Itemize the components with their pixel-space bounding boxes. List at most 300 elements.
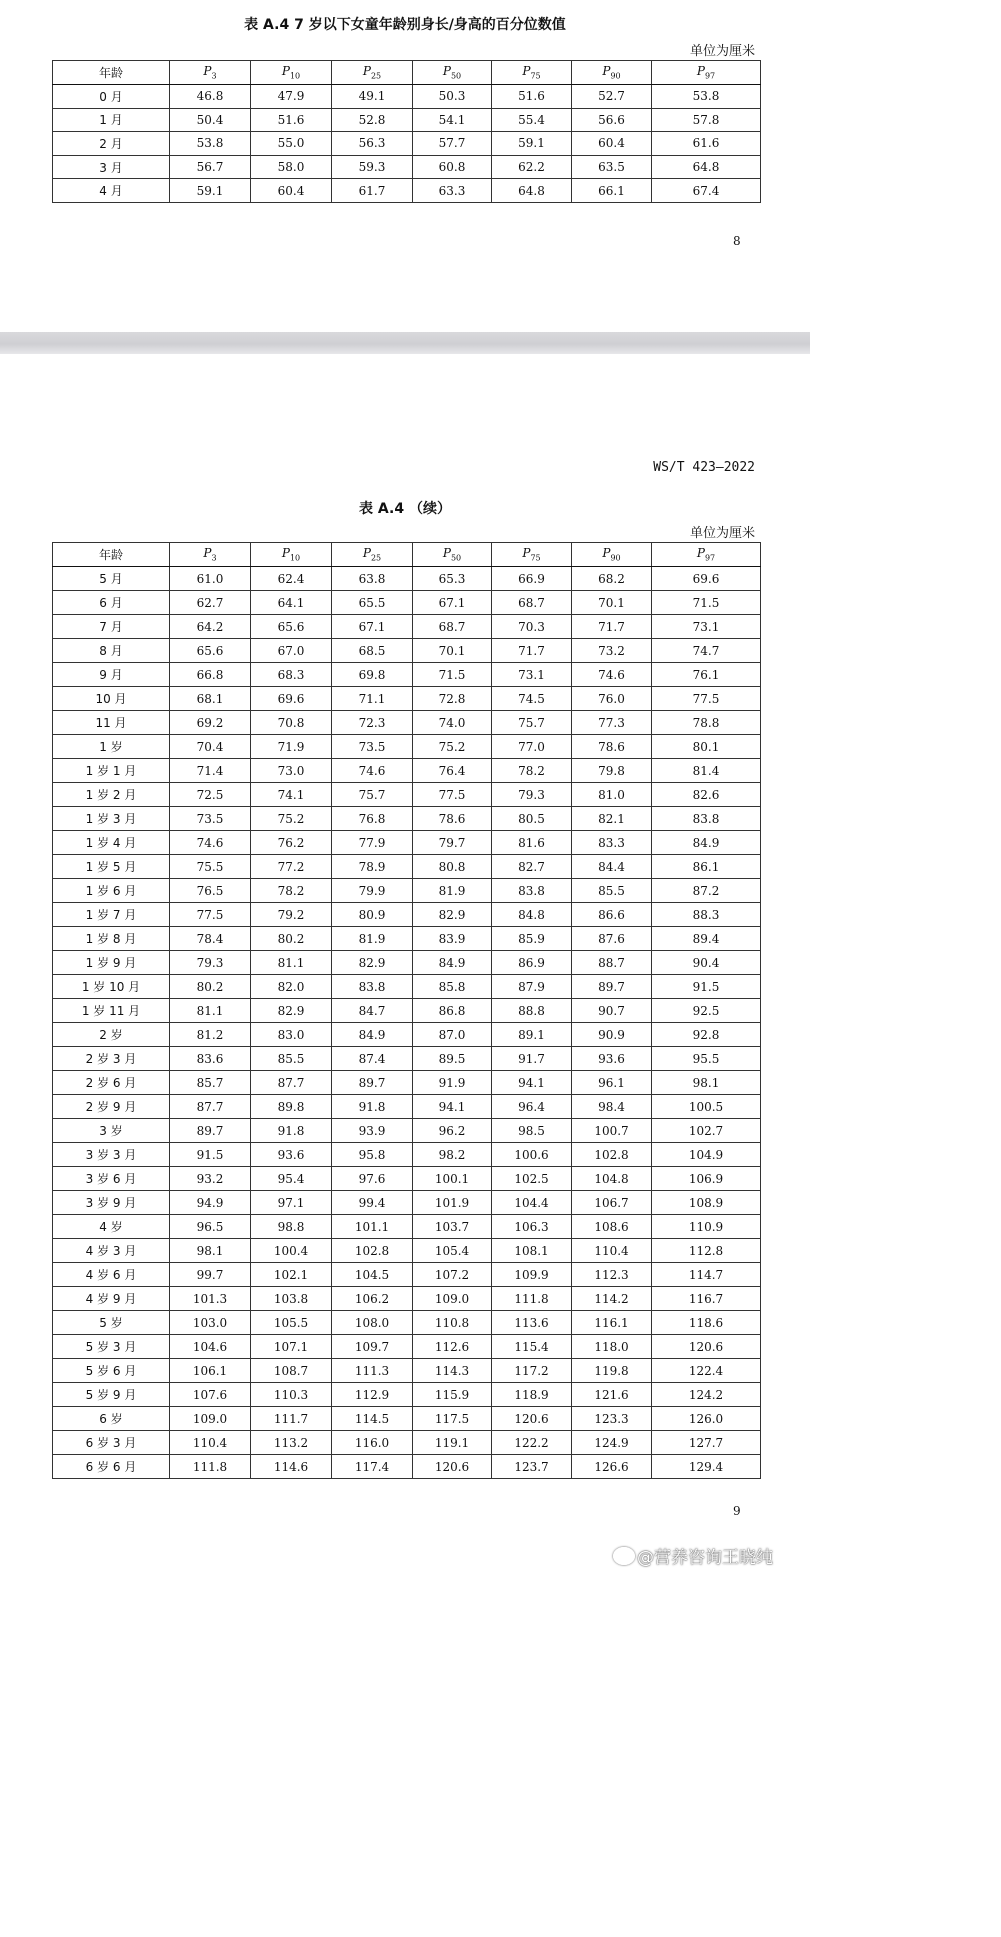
- table-row: [53, 999, 761, 1023]
- value-cell: 91.5: [170, 1143, 251, 1167]
- value-cell: 76.2: [251, 831, 332, 855]
- value-cell: 124.9: [572, 1431, 652, 1455]
- value-cell: 64.8: [652, 155, 761, 179]
- value-cell: 84.9: [413, 951, 492, 975]
- header-percentile: [251, 61, 332, 85]
- value-cell: 76.5: [170, 879, 251, 903]
- table-row: [53, 155, 761, 179]
- value-cell: 81.1: [170, 999, 251, 1023]
- age-cell: 5 岁 6 月: [53, 1359, 170, 1383]
- value-cell: 61.0: [170, 567, 251, 591]
- value-cell: 66.9: [492, 567, 572, 591]
- value-cell: 109.9: [492, 1263, 572, 1287]
- value-cell: 79.3: [492, 783, 572, 807]
- value-cell: 105.4: [413, 1239, 492, 1263]
- value-cell: 113.6: [492, 1311, 572, 1335]
- value-cell: 116.1: [572, 1311, 652, 1335]
- value-cell: 74.6: [332, 759, 413, 783]
- percentile-table-part1: [52, 60, 761, 203]
- page-number: 9: [733, 1504, 741, 1518]
- value-cell: 77.9: [332, 831, 413, 855]
- value-cell: 72.5: [170, 783, 251, 807]
- header-row: [53, 61, 761, 85]
- weibo-logo-icon: [613, 1547, 635, 1565]
- value-cell: 71.7: [572, 615, 652, 639]
- value-cell: 100.5: [652, 1095, 761, 1119]
- value-cell: 65.3: [413, 567, 492, 591]
- value-cell: 106.3: [492, 1215, 572, 1239]
- value-cell: 104.5: [332, 1263, 413, 1287]
- table-row: [53, 1455, 761, 1479]
- value-cell: 123.7: [492, 1455, 572, 1479]
- value-cell: 126.0: [652, 1407, 761, 1431]
- percentile-letter: P: [362, 546, 371, 561]
- value-cell: 91.7: [492, 1047, 572, 1071]
- value-cell: 111.8: [492, 1287, 572, 1311]
- table-row: [53, 663, 761, 687]
- value-cell: 97.1: [251, 1191, 332, 1215]
- page-separator: [0, 332, 810, 354]
- age-cell: 6 岁: [53, 1407, 170, 1431]
- value-cell: 62.7: [170, 591, 251, 615]
- percentile-subscript: 50: [450, 71, 462, 81]
- value-cell: 83.9: [413, 927, 492, 951]
- value-cell: 73.0: [251, 759, 332, 783]
- table-row: [53, 591, 761, 615]
- value-cell: 100.1: [413, 1167, 492, 1191]
- table-row: [53, 1071, 761, 1095]
- table-row: [53, 855, 761, 879]
- value-cell: 77.0: [492, 735, 572, 759]
- value-cell: 57.8: [652, 108, 761, 132]
- table-row: [53, 132, 761, 156]
- value-cell: 100.4: [251, 1239, 332, 1263]
- value-cell: 84.9: [332, 1023, 413, 1047]
- age-cell: 1 岁 6 月: [53, 879, 170, 903]
- value-cell: 55.0: [251, 132, 332, 156]
- age-cell: 11 月: [53, 711, 170, 735]
- table-row: [53, 1167, 761, 1191]
- value-cell: 83.6: [170, 1047, 251, 1071]
- value-cell: 59.3: [332, 155, 413, 179]
- age-cell: 5 月: [53, 567, 170, 591]
- percentile-letter: P: [522, 546, 531, 561]
- value-cell: 115.9: [413, 1383, 492, 1407]
- value-cell: 94.1: [492, 1071, 572, 1095]
- value-cell: 79.7: [413, 831, 492, 855]
- value-cell: 69.8: [332, 663, 413, 687]
- value-cell: 68.5: [332, 639, 413, 663]
- header-percentile: [332, 61, 413, 85]
- value-cell: 119.8: [572, 1359, 652, 1383]
- table-row: [53, 735, 761, 759]
- value-cell: 52.7: [572, 85, 652, 109]
- value-cell: 87.4: [332, 1047, 413, 1071]
- value-cell: 110.9: [652, 1215, 761, 1239]
- value-cell: 91.8: [251, 1119, 332, 1143]
- value-cell: 93.9: [332, 1119, 413, 1143]
- value-cell: 87.0: [413, 1023, 492, 1047]
- value-cell: 120.6: [652, 1335, 761, 1359]
- value-cell: 87.9: [492, 975, 572, 999]
- value-cell: 110.4: [572, 1239, 652, 1263]
- value-cell: 52.8: [332, 108, 413, 132]
- value-cell: 110.8: [413, 1311, 492, 1335]
- value-cell: 80.5: [492, 807, 572, 831]
- value-cell: 100.6: [492, 1143, 572, 1167]
- value-cell: 62.4: [251, 567, 332, 591]
- table-row: [53, 687, 761, 711]
- age-cell: 5 岁: [53, 1311, 170, 1335]
- value-cell: 77.5: [652, 687, 761, 711]
- percentile-letter: P: [602, 64, 611, 79]
- header-percentile: [652, 61, 761, 85]
- table-row: [53, 1143, 761, 1167]
- age-cell: 4 岁 6 月: [53, 1263, 170, 1287]
- value-cell: 87.7: [251, 1071, 332, 1095]
- value-cell: 96.1: [572, 1071, 652, 1095]
- table-row: [53, 1311, 761, 1335]
- percentile-letter: P: [362, 64, 371, 79]
- table-row: [53, 1263, 761, 1287]
- table-row: [53, 1215, 761, 1239]
- percentile-letter: P: [203, 546, 212, 561]
- value-cell: 50.4: [170, 108, 251, 132]
- value-cell: 71.5: [413, 663, 492, 687]
- age-cell: 1 岁 8 月: [53, 927, 170, 951]
- value-cell: 65.6: [251, 615, 332, 639]
- percentile-subscript: 10: [289, 71, 301, 81]
- age-cell: 4 岁 9 月: [53, 1287, 170, 1311]
- value-cell: 87.6: [572, 927, 652, 951]
- age-cell: 1 岁 5 月: [53, 855, 170, 879]
- value-cell: 86.8: [413, 999, 492, 1023]
- age-cell: 1 岁 1 月: [53, 759, 170, 783]
- header-percentile: [492, 61, 572, 85]
- value-cell: 89.5: [413, 1047, 492, 1071]
- value-cell: 77.2: [251, 855, 332, 879]
- value-cell: 64.8: [492, 179, 572, 203]
- value-cell: 116.0: [332, 1431, 413, 1455]
- value-cell: 98.1: [170, 1239, 251, 1263]
- table-row: [53, 615, 761, 639]
- age-cell: 7 月: [53, 615, 170, 639]
- value-cell: 82.6: [652, 783, 761, 807]
- value-cell: 122.2: [492, 1431, 572, 1455]
- percentile-subscript: 25: [370, 71, 382, 81]
- table-row: [53, 1431, 761, 1455]
- value-cell: 114.6: [251, 1455, 332, 1479]
- value-cell: 75.2: [251, 807, 332, 831]
- value-cell: 47.9: [251, 85, 332, 109]
- value-cell: 90.9: [572, 1023, 652, 1047]
- value-cell: 63.5: [572, 155, 652, 179]
- age-cell: 2 岁 3 月: [53, 1047, 170, 1071]
- value-cell: 97.6: [332, 1167, 413, 1191]
- value-cell: 81.6: [492, 831, 572, 855]
- value-cell: 103.0: [170, 1311, 251, 1335]
- age-cell: 4 岁 3 月: [53, 1239, 170, 1263]
- table-row: [53, 1239, 761, 1263]
- age-cell: 4 月: [53, 179, 170, 203]
- value-cell: 91.9: [413, 1071, 492, 1095]
- value-cell: 106.2: [332, 1287, 413, 1311]
- value-cell: 63.3: [413, 179, 492, 203]
- value-cell: 79.2: [251, 903, 332, 927]
- table-row: [53, 639, 761, 663]
- age-cell: 1 岁 10 月: [53, 975, 170, 999]
- value-cell: 78.4: [170, 927, 251, 951]
- value-cell: 103.8: [251, 1287, 332, 1311]
- value-cell: 80.8: [413, 855, 492, 879]
- value-cell: 99.4: [332, 1191, 413, 1215]
- value-cell: 93.2: [170, 1167, 251, 1191]
- percentile-subscript: 25: [370, 553, 382, 563]
- value-cell: 107.1: [251, 1335, 332, 1359]
- value-cell: 67.1: [413, 591, 492, 615]
- table-title: 表 A.4 7 岁以下女童年龄别身长/身高的百分位数值: [244, 17, 566, 33]
- value-cell: 120.6: [413, 1455, 492, 1479]
- value-cell: 67.1: [332, 615, 413, 639]
- value-cell: 106.7: [572, 1191, 652, 1215]
- page-number: 8: [733, 234, 741, 248]
- value-cell: 89.1: [492, 1023, 572, 1047]
- value-cell: 126.6: [572, 1455, 652, 1479]
- value-cell: 101.9: [413, 1191, 492, 1215]
- value-cell: 79.9: [332, 879, 413, 903]
- unit-label: 单位为厘米: [689, 44, 755, 59]
- value-cell: 73.1: [652, 615, 761, 639]
- age-cell: 5 岁 3 月: [53, 1335, 170, 1359]
- value-cell: 93.6: [251, 1143, 332, 1167]
- value-cell: 69.6: [652, 567, 761, 591]
- percentile-subscript: 75: [530, 553, 541, 563]
- value-cell: 74.1: [251, 783, 332, 807]
- value-cell: 74.0: [413, 711, 492, 735]
- value-cell: 99.7: [170, 1263, 251, 1287]
- value-cell: 79.8: [572, 759, 652, 783]
- value-cell: 118.9: [492, 1383, 572, 1407]
- percentile-table-part2: [52, 542, 761, 1479]
- header-percentile: [251, 543, 332, 567]
- value-cell: 89.7: [332, 1071, 413, 1095]
- percentile-subscript: 10: [289, 553, 301, 563]
- age-cell: 9 月: [53, 663, 170, 687]
- value-cell: 65.5: [332, 591, 413, 615]
- value-cell: 46.8: [170, 85, 251, 109]
- value-cell: 81.4: [652, 759, 761, 783]
- value-cell: 68.2: [572, 567, 652, 591]
- value-cell: 73.2: [572, 639, 652, 663]
- value-cell: 57.7: [413, 132, 492, 156]
- value-cell: 123.3: [572, 1407, 652, 1431]
- value-cell: 109.0: [413, 1287, 492, 1311]
- value-cell: 85.5: [572, 879, 652, 903]
- value-cell: 74.6: [572, 663, 652, 687]
- value-cell: 71.5: [652, 591, 761, 615]
- value-cell: 94.9: [170, 1191, 251, 1215]
- value-cell: 61.7: [332, 179, 413, 203]
- value-cell: 90.4: [652, 951, 761, 975]
- value-cell: 112.8: [652, 1239, 761, 1263]
- value-cell: 65.6: [170, 639, 251, 663]
- value-cell: 80.2: [251, 927, 332, 951]
- value-cell: 101.1: [332, 1215, 413, 1239]
- percentile-letter: P: [522, 64, 531, 79]
- value-cell: 106.1: [170, 1359, 251, 1383]
- value-cell: 74.5: [492, 687, 572, 711]
- value-cell: 112.3: [572, 1263, 652, 1287]
- value-cell: 73.5: [332, 735, 413, 759]
- value-cell: 56.3: [332, 132, 413, 156]
- value-cell: 79.3: [170, 951, 251, 975]
- value-cell: 56.7: [170, 155, 251, 179]
- value-cell: 92.8: [652, 1023, 761, 1047]
- value-cell: 102.8: [572, 1143, 652, 1167]
- header-percentile: [492, 543, 572, 567]
- age-cell: 1 月: [53, 108, 170, 132]
- value-cell: 70.8: [251, 711, 332, 735]
- value-cell: 84.8: [492, 903, 572, 927]
- value-cell: 117.5: [413, 1407, 492, 1431]
- table-row: [53, 927, 761, 951]
- value-cell: 117.4: [332, 1455, 413, 1479]
- age-cell: 5 岁 9 月: [53, 1383, 170, 1407]
- value-cell: 77.5: [170, 903, 251, 927]
- age-cell: 6 岁 6 月: [53, 1455, 170, 1479]
- value-cell: 109.0: [170, 1407, 251, 1431]
- value-cell: 89.7: [572, 975, 652, 999]
- value-cell: 63.8: [332, 567, 413, 591]
- value-cell: 67.0: [251, 639, 332, 663]
- value-cell: 53.8: [652, 85, 761, 109]
- value-cell: 104.9: [652, 1143, 761, 1167]
- value-cell: 98.1: [652, 1071, 761, 1095]
- value-cell: 111.8: [170, 1455, 251, 1479]
- value-cell: 81.9: [332, 927, 413, 951]
- table-row: [53, 567, 761, 591]
- value-cell: 84.9: [652, 831, 761, 855]
- value-cell: 83.8: [332, 975, 413, 999]
- value-cell: 58.0: [251, 155, 332, 179]
- percentile-subscript: 90: [610, 71, 621, 81]
- value-cell: 114.5: [332, 1407, 413, 1431]
- document-page-8: [0, 0, 810, 332]
- table-row: [53, 1287, 761, 1311]
- value-cell: 119.1: [413, 1431, 492, 1455]
- age-cell: 1 岁 2 月: [53, 783, 170, 807]
- percentile-letter: P: [442, 64, 451, 79]
- value-cell: 100.7: [572, 1119, 652, 1143]
- value-cell: 89.4: [652, 927, 761, 951]
- value-cell: 101.3: [170, 1287, 251, 1311]
- header-percentile: [332, 543, 413, 567]
- header-percentile: [170, 543, 251, 567]
- value-cell: 59.1: [170, 179, 251, 203]
- watermark-text: @营养咨询王晓纯: [637, 1548, 773, 1568]
- value-cell: 72.8: [413, 687, 492, 711]
- value-cell: 75.5: [170, 855, 251, 879]
- value-cell: 77.3: [572, 711, 652, 735]
- age-cell: 3 岁 9 月: [53, 1191, 170, 1215]
- value-cell: 120.6: [492, 1407, 572, 1431]
- table-row: [53, 711, 761, 735]
- value-cell: 129.4: [652, 1455, 761, 1479]
- percentile-subscript: 50: [450, 553, 462, 563]
- value-cell: 122.4: [652, 1359, 761, 1383]
- value-cell: 76.1: [652, 663, 761, 687]
- table-row: [53, 879, 761, 903]
- value-cell: 56.6: [572, 108, 652, 132]
- value-cell: 96.5: [170, 1215, 251, 1239]
- age-cell: 2 月: [53, 132, 170, 156]
- value-cell: 81.0: [572, 783, 652, 807]
- age-cell: 1 岁 4 月: [53, 831, 170, 855]
- value-cell: 82.7: [492, 855, 572, 879]
- value-cell: 78.6: [572, 735, 652, 759]
- value-cell: 113.2: [251, 1431, 332, 1455]
- value-cell: 84.7: [332, 999, 413, 1023]
- table-row: [53, 1407, 761, 1431]
- value-cell: 69.2: [170, 711, 251, 735]
- percentile-subscript: 97: [704, 71, 716, 81]
- value-cell: 108.9: [652, 1191, 761, 1215]
- value-cell: 112.6: [413, 1335, 492, 1359]
- value-cell: 104.6: [170, 1335, 251, 1359]
- value-cell: 95.5: [652, 1047, 761, 1071]
- value-cell: 108.6: [572, 1215, 652, 1239]
- table-row: [53, 1047, 761, 1071]
- value-cell: 78.8: [652, 711, 761, 735]
- table-title-continued: 表 A.4 （续）: [359, 501, 451, 517]
- value-cell: 68.7: [492, 591, 572, 615]
- age-cell: 1 岁 3 月: [53, 807, 170, 831]
- table-row: [53, 1191, 761, 1215]
- value-cell: 91.8: [332, 1095, 413, 1119]
- value-cell: 96.2: [413, 1119, 492, 1143]
- value-cell: 104.8: [572, 1167, 652, 1191]
- percentile-letter: P: [442, 546, 451, 561]
- age-cell: 1 岁 7 月: [53, 903, 170, 927]
- value-cell: 86.9: [492, 951, 572, 975]
- value-cell: 50.3: [413, 85, 492, 109]
- value-cell: 84.4: [572, 855, 652, 879]
- table-row: [53, 179, 761, 203]
- value-cell: 102.8: [332, 1239, 413, 1263]
- value-cell: 96.4: [492, 1095, 572, 1119]
- age-cell: 6 岁 3 月: [53, 1431, 170, 1455]
- document-page-9: [0, 354, 810, 1568]
- value-cell: 86.1: [652, 855, 761, 879]
- value-cell: 51.6: [492, 85, 572, 109]
- value-cell: 81.1: [251, 951, 332, 975]
- percentile-letter: P: [281, 64, 290, 79]
- age-cell: 10 月: [53, 687, 170, 711]
- value-cell: 78.6: [413, 807, 492, 831]
- header-row: [53, 543, 761, 567]
- value-cell: 93.6: [572, 1047, 652, 1071]
- value-cell: 61.6: [652, 132, 761, 156]
- percentile-letter: P: [602, 546, 611, 561]
- value-cell: 80.1: [652, 735, 761, 759]
- value-cell: 89.7: [170, 1119, 251, 1143]
- header-age: 年龄: [53, 61, 170, 85]
- table-row: [53, 783, 761, 807]
- table-row: [53, 759, 761, 783]
- age-cell: 1 岁 9 月: [53, 951, 170, 975]
- value-cell: 88.7: [572, 951, 652, 975]
- value-cell: 127.7: [652, 1431, 761, 1455]
